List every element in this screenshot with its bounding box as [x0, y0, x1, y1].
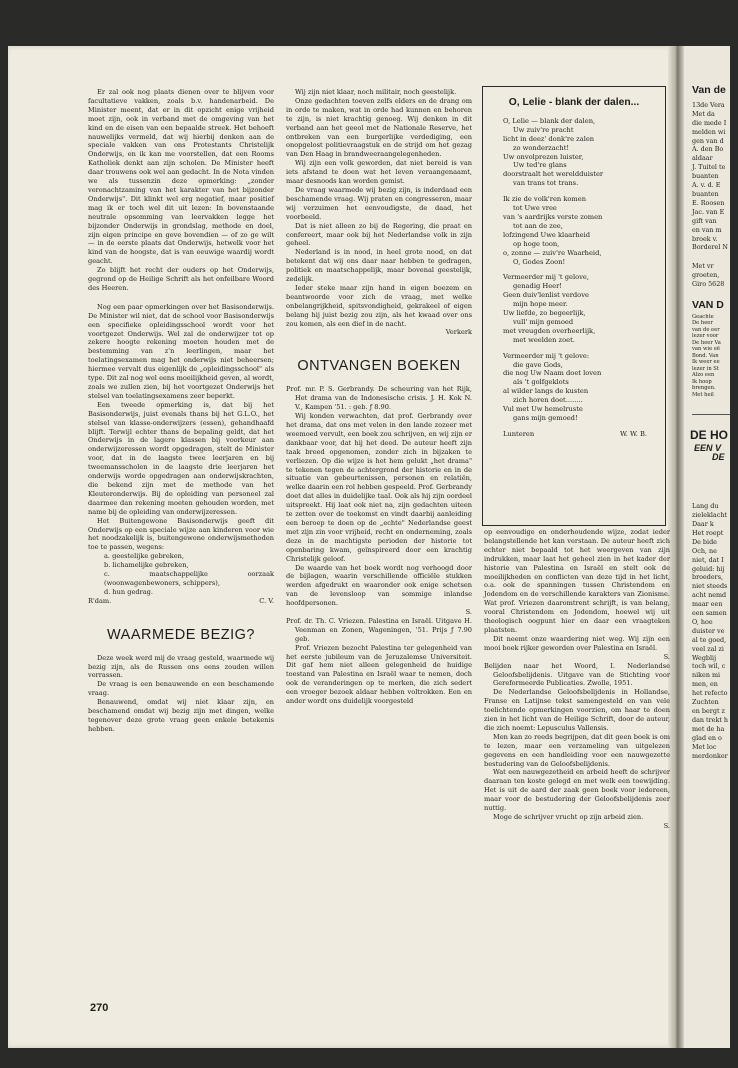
- paragraph: Benauwend, omdat wij niet klaar zijn, en beschamend omdat wij bezig zijn met dingen, welke tegenover deze grote vraag geen enkele betekenis hebben.: [88, 698, 274, 733]
- signature-place: R'dam.: [88, 596, 112, 605]
- next-page-line: niken mi: [692, 671, 721, 680]
- poem-line: met vreugden overheerlijk,: [503, 326, 596, 335]
- next-page-line: brengen.: [692, 385, 716, 392]
- poem-title: O, Lelie - blank der dalen...: [508, 97, 640, 108]
- poem-line: genadig Heer!: [513, 282, 562, 291]
- next-page-line: 13de Vera: [692, 100, 725, 109]
- next-page-line: De heer Va: [692, 339, 721, 346]
- paragraph: Een tweede opmerking is, dat bij het Basisonderwijs, juist evenals thans bij het G.L.O., het stelsel van klasse-onderwijzers (essen), gehandhaafd blijft. Terwijl echter thans de bepaling geldt, dat het Onderwijs in de lagere klassen bij voorkeur aan onderwijzeressen wordt opgedragen, stelt de Minister voor, dat in de laagste twee leerjaren en bij tweemansscholen in de laagste drie leerjaren het onderwijs worde opgedragen aan onderwijskrachten, die bekend zijn met de methode van het Kleuteronderwijs. Bij de opleiding van personeel zal daarmee dan rekening moeten gehouden worden, met name bij de opleiding van onderwijzeressen.: [88, 400, 274, 516]
- next-page-line: Ik hoop: [692, 378, 712, 385]
- poem-line: die gave Gods,: [513, 360, 563, 369]
- signature-initials: C. V.: [259, 596, 274, 605]
- paragraph: De vraag is een benauwende en een beschamende vraag.: [88, 680, 274, 698]
- paragraph: Prof. Vriezen bezocht Palestina ter gelegenheid van het eerste jubileum van de Jeruzalemse Universiteit. Dit gaf hem niet alleen gelegenheid de huidige toestand van Palestina en Israël waar te nemen, doch ook de veranderingen op te merken, die zich sedert een vroeger bezoek aldaar hebben voltrokken. Een en ander wordt ons duidelijk voorgesteld: [286, 643, 472, 706]
- article-heading-ontvangen-boeken: ONTVANGEN BOEKEN: [297, 358, 461, 375]
- next-page-line: O, hoe: [692, 617, 713, 626]
- signature: S.: [663, 821, 670, 830]
- next-page-line: Alzo een: [692, 372, 715, 379]
- next-page-line: Jac. van E: [692, 207, 725, 216]
- poem-line: Uw ted're glans: [513, 161, 567, 170]
- next-page-line: van de eer: [692, 326, 720, 333]
- next-page-line: Zuchten: [692, 698, 719, 707]
- list-item: b. lichamelijke gebreken,: [104, 561, 189, 570]
- next-page-line: toch wil, c: [692, 662, 726, 671]
- paragraph: Onze gedachten toeven zelfs elders en de drang om in orde te maken, wat in orde had kunnen en behoren te zijn, is niet krachtig genoeg. Wij denken in dit verband aan het geeol met de Nationale Reserve, het ontbreken van een burgerlijke verdediging, een onopgelost politievraagstuk en de strijd om het gezag van Den Haag in brandweeraangelegenheden.: [286, 96, 472, 159]
- paragraph: Wij zijn een volk geworden, dat niet bereid is van iets afstand te doen wat het leven veraangenaamt, maar desnoods kan worden gemist.: [286, 159, 472, 186]
- paragraph: Moge de schrijver vrucht op zijn arbeid zien.: [493, 813, 644, 821]
- poem-line: met weelden zoet.: [513, 335, 575, 344]
- next-page-line: lezer voor: [692, 333, 719, 340]
- next-page-line: Lang du: [692, 502, 719, 511]
- next-page-line: Wegblij: [692, 653, 717, 662]
- poem-line: Vermeerder mij 't gelove,: [503, 273, 589, 282]
- column-3: [484, 528, 670, 831]
- poem-box: [482, 86, 666, 526]
- next-page-line: Met loc: [692, 742, 717, 751]
- signature: [88, 597, 274, 606]
- poem-line: Uw zuiv're pracht: [513, 125, 574, 134]
- poem-signature: [503, 430, 647, 439]
- poem-line: Uw onvolprezen luister,: [503, 152, 584, 161]
- next-page-line: duister ve: [692, 626, 725, 635]
- poem-line: Vermeerder mij 't gelove:: [503, 351, 590, 360]
- next-page-line: geluid: hij: [692, 564, 725, 573]
- next-page-line: Geachte: [692, 313, 714, 320]
- poem-line: zich horen doet........: [513, 396, 583, 405]
- poem-line: O, Lelie — blank der dalen,: [503, 116, 596, 125]
- next-page-line: Bond. Van: [692, 352, 719, 359]
- poem-line: Uw liefde, zo begeerlijk,: [503, 309, 586, 318]
- poem-line: vull' mijn gemoed: [513, 317, 574, 326]
- poem-stanza: [503, 352, 665, 423]
- next-page-edge: [684, 46, 730, 1048]
- book-citation: Belijden naar het Woord, I. Nederlandse Geloofsbelijdenis. Uitgave van de Stichting voor Gereformeerde Publicaties. Zwolle, 1951.: [484, 661, 670, 688]
- next-page-line: acht nemd: [692, 591, 727, 600]
- page-number: 270: [90, 1002, 109, 1014]
- next-page-heading: Van de: [692, 84, 726, 96]
- paragraph: Deze week werd mij de vraag gesteld, waarmede wij bezig zijn, als de Russen ons eens zouden willen verrassen.: [88, 653, 274, 680]
- next-page-line: J. Tuitel te: [692, 163, 726, 172]
- next-page-line: zieleklacht: [692, 511, 728, 520]
- column-2: [286, 88, 472, 706]
- poem-line: die nog Uw Naam doet loven: [503, 369, 602, 378]
- next-page-line: Giro 5628: [692, 280, 725, 289]
- paragraph: Dit neemt onze waardering niet weg. Wij zijn een mooi boek rijker geworden over Palestina en Israël.: [484, 634, 670, 652]
- next-page-heading: DE HO: [690, 428, 729, 443]
- next-page-line: merdonker: [692, 751, 728, 760]
- next-page-line: Met vr: [692, 262, 714, 271]
- poem-line: o, zonne — zuiv're Waarheid,: [503, 248, 602, 257]
- next-page-subheading: DE: [712, 452, 725, 463]
- poem-stanza: [503, 117, 665, 188]
- next-page-line: en van m: [692, 225, 722, 234]
- next-page-line: met de ha: [692, 724, 725, 733]
- column-1: [88, 88, 274, 734]
- next-page-line: broek v.: [692, 234, 718, 243]
- paragraph: Ieder steke maar zijn hand in eigen boezem en beantwoorde voor zich de vraag, met welke onbelangrijkheid, spitsvondigheid, gekrakeel of eigen belang hij juist bezig zou zijn, als het kwaad over ons zou komen, als een dief in de nacht.: [286, 283, 472, 328]
- next-page-line: E. Roosen: [692, 198, 725, 207]
- signature: Verkerk: [445, 328, 472, 337]
- reason-list: [88, 552, 274, 597]
- poem-stanza: [503, 273, 665, 344]
- next-page-line: men, en: [692, 680, 718, 689]
- next-page-line: Daar k: [692, 519, 714, 528]
- next-page-line: van wie eë: [692, 346, 720, 353]
- next-page-line: gift van: [692, 216, 717, 225]
- paragraph: Het Buitengewone Basisonderwijs geeft dit Onderwijs op een speciale wijze aan kinderen voor wie het noodzakelijk is, buitengewone onderwijsmethoden toe te passen, wegens:: [88, 516, 274, 552]
- next-page-line: buanten: [692, 189, 719, 198]
- next-page-line: maar een: [692, 600, 723, 609]
- next-page-line: De bide: [692, 537, 717, 546]
- poem-line: tot aan de zee,: [513, 221, 563, 230]
- poem-author: W. W. B.: [620, 429, 647, 438]
- page-gutter: [668, 46, 684, 1048]
- signature: S.: [465, 608, 472, 617]
- book-citation: Prof. mr. P. S. Gerbrandy. De scheuring van het Rijk, Het drama van de Indonesische crisis. J. H. Kok N. V., Kampen '51. : geb. ƒ 8.90.: [286, 385, 472, 412]
- next-page-line: A. den Bo: [692, 145, 724, 154]
- next-page-line: glad en o: [692, 733, 722, 742]
- next-page-line: groeten,: [692, 271, 720, 280]
- next-page-line: De heer: [692, 320, 713, 327]
- poem-line: van trans tot trans.: [513, 179, 579, 188]
- poem-line: gans mijn gemoed!: [513, 414, 578, 422]
- paragraph: Dat is niet alleen zo bij de Regering, die praat en confereert, maar ook bij het Nederlandse volk in zijn geheel.: [286, 221, 472, 248]
- paragraph: Nederland is in nood, in heel grote nood, en dat betekent dat wij ons daar naar hebben te gedragen, politiek en maatschappelijk, maar bovenal geestelijk, zedelijk.: [286, 248, 472, 284]
- poem-line: Vul met Uw hemelruste: [503, 405, 583, 414]
- next-page-line: een samen: [692, 609, 727, 618]
- paragraph: De waarde van het boek wordt nog verhoogd door de bijlagen, waarin verschillende officiële stukken werden afgedrukt en waaronder ook enige schetsen van de levensloop van sommige inlandse hoofdpersonen.: [286, 563, 472, 608]
- next-page-line: A. v. d. E: [692, 181, 721, 190]
- next-page-line: die mede I: [692, 118, 727, 127]
- next-page-line: Ik weer ee: [692, 359, 720, 366]
- next-page-line: buanten: [692, 172, 719, 181]
- next-page-line: dan trekt h: [692, 715, 729, 724]
- poem-line: O, Godes Zoon!: [513, 257, 566, 266]
- next-page-line: lezer in St: [692, 365, 719, 372]
- poem-line: lofzingend Uwe klaarheid: [503, 230, 591, 239]
- poem-line: tot Uwe vree: [513, 204, 557, 213]
- paragraph: Wat een nauwgezetheid en arbeid heeft de schrijver daaraan ten koste gelegd en met welk een toewijding. Het is uit de aard der zaak geen boek voor iedereen, maar voor de bestudering der Geloofsbelijdenis zeer nuttig.: [484, 768, 670, 813]
- paragraph: Men kan zo reeds begrijpen, dat dit geen boek is om te lezen, maar een verzameling van uitgelezen gegevens en een handleiding voor een nauwgezette bestudering van de Geloofsbelijdenis.: [484, 732, 670, 768]
- poem-place: Lunteren: [503, 429, 535, 438]
- paragraph: De Nederlandse Geloofsbelijdenis in Hollandse, Franse en Latijnse tekst samengesteld en van vele toelichtende opmerkingen voorzien, om haar te doen zien in het licht van de Heilige Schrift, door de auteur, die zich noemt: Lepusculus Vallensis.: [484, 688, 670, 732]
- poem-line: Ik zie de volk'ren komen: [503, 195, 587, 204]
- poem-line: zo wonderzacht!: [513, 143, 570, 152]
- next-page-line: al te goed,: [692, 635, 727, 644]
- poem-line: op hoge toon,: [513, 239, 560, 248]
- list-item: a. geestelijke gebreken,: [104, 552, 184, 561]
- next-page-line: niet steeds: [692, 582, 728, 591]
- next-page-line: aldaar: [692, 154, 713, 163]
- poem-line: als 't golfgeklots: [513, 378, 569, 387]
- paragraph: Wij zijn niet klaar, noch militair, noch geestelijk.: [295, 88, 457, 96]
- paragraph: De vraag waarmede wij bezig zijn, is inderdaad een beschamende vraag. Wij praten en congresseren, maar wij verzuimen het eenvoudigste, de daad, het voorbeeld.: [286, 185, 472, 221]
- poem-line: licht in deez' donk're zalen: [503, 134, 595, 143]
- next-page-line: melden wi: [692, 127, 726, 136]
- poem-line: al wilder langs de kusten: [503, 387, 589, 396]
- book-citation: Prof. dr. Th. C. Vriezen. Palestina en Israël. Uitgave H. Veenman en Zonen, Wageningen, '51. Prijs ƒ 7.90 geb.: [286, 616, 472, 643]
- paragraph: Nog een paar opmerkingen over het Basisonderwijs. De Minister wil niet, dat de school voor Basisonderwijs een specifieke opleidingsschool wordt voor het voortgezet Onderwijs. Wel zal de onderwijzer tot op zekere hoogte rekening moeten houden met de bestemming van z'n leerlingen, maar het toelatingsexamen mag het onderwijs niet beheersen; hiermee vervalt dus eigenlijk de „opleidingsschool" als type. Dit zal nog wel eens moeilijkheid geven, al wordt, zoals we zullen zien, bij het voortgezet Onderwijs het stelsel van toelatingsexamens zeer beperkt.: [88, 302, 274, 400]
- next-page-line: Het roept: [692, 528, 724, 537]
- next-page-heading: VAN D: [692, 299, 724, 312]
- paragraph: Wij konden verwachten, dat prof. Gerbrandy over het drama, dat ons met velen in den lande zozeer met weemoed vervult, een boek zou schrijven, en wij zijn er dankbaar voor, dat hij het deed. De auteur heeft zijn taak breed opgenomen, zonder zich in bijzaken te verliezen. Op die wijze is het hem gelukt „het drama" te tekenen tegen de achtergrond der historie en in de situatie van gebeurtenissen, personen en relatiën, welke daarin een rol hebben gespeeld. Prof. Gerbrandy doet dat alles in duidelijke taal. Ook als hij zijn oordeel uitspreekt. Hij laat ook niet na, zijn gedachten uiteen te zetten over de toekomst en vindt daarbij aanleiding een beroep te doen op de „echte" Nederlandse geest met zijn zin voor vrijheid, recht en onderneming, zoals deze in de machtigste perioden der historie tot openbaring kwam, geïnspireerd door een krachtig Christelijk geloof.: [286, 412, 472, 563]
- next-page-line: niet, dat I: [692, 555, 724, 564]
- paragraph: op eenvoudige en onderhoudende wijze, zodat ieder belangstellende het kan verstaan. De auteur heeft zich echter niet bepaald tot het weergeven van zijn indrukken, maar laat het geheel zien in het kader der historie van Palestina en Israël en stelt ook de moeilijkheden en conflicten van deze tijd in het licht, o.a. ook de spanningen tussen Christendom en Jodendom en de verschillende karakters van Zionisme. Wat prof. Vriezen daaromtrent schrijft, is van belang, vooral Christendom en Jodendom, hoewel wij uit theologisch oogpunt hier en daar een vraagteken plaatsten.: [484, 528, 670, 634]
- poem-line: van 's aardrijks verste zomen: [503, 212, 603, 221]
- paragraph: Zo blijft het recht der ouders op het Onderwijs, gegrond op de Heilige Schrift als het onfeilbare Woord des Heeren.: [88, 266, 274, 292]
- signature: S.: [663, 652, 670, 661]
- next-page-line: veel zal zi: [692, 644, 724, 653]
- poem-stanza: [503, 195, 665, 266]
- paragraph: Er zal ook nog plaats dienen over te blijven voor facultatieve vakken, zoals b.v. handenarbeid. De Minister meent, dat er in dit opzicht enige vrijheid moet zijn, ook in verband met de omgeving van het kind en de eisen van een bepaalde streek. Het behoeft nauwelijks vermeld, dat wij hierbij denken aan de speciale vakken van ons Protestants Christelijk Onderwijs, en ik kan me voorstellen, dat een Rooms Katholiek denkt aan zijn scholen. De Minister heeft daar trouwens ook wel aan gedacht. In de Nota vinden we als tussenzin deze opmerking: „zonder veronachtzaming van het karakter van het bijzonder Onderwijs". Dit klinkt wel erg negatief, maar positief mag ik er toch wel dit uit lezen: In bovenstaande neutrale opsomming van leervakken legge het bijzonder Onderwijs in grondslag, methode en doel, zijn eigen principe en geve bovendien — of zo ge wilt — in de eerste plaats dat Onderwijs, hetwelk voor het kind van de hoogste, dat is van eeuwige waardij wordt geacht.: [88, 88, 274, 266]
- next-page-subheading: EEN V: [694, 443, 722, 454]
- next-page-line: Met heil: [692, 391, 714, 398]
- list-item: c. maatschappelijke oorzaak (woonwagenbewoners, schippers),: [104, 570, 274, 587]
- article-heading-waarmede-bezig: WAARMEDE BEZIG?: [107, 626, 255, 643]
- next-page-line: Och, ne: [692, 546, 717, 555]
- poem-line: Geen duiv'lenlist verdove: [503, 291, 589, 300]
- list-item: d. hun gedrag.: [104, 587, 153, 596]
- next-page-line: gen van d: [692, 136, 724, 145]
- poem-line: doorstraalt het wereldduister: [503, 170, 604, 179]
- next-page-line: Borderel N: [692, 243, 728, 252]
- next-page-line: en bergt z: [692, 707, 725, 715]
- next-page-line: het refecto: [692, 689, 728, 698]
- next-page-line: Met da: [692, 109, 715, 118]
- next-page-line: broeders,: [692, 573, 724, 582]
- poem-line: mijn hope meer.: [513, 300, 568, 309]
